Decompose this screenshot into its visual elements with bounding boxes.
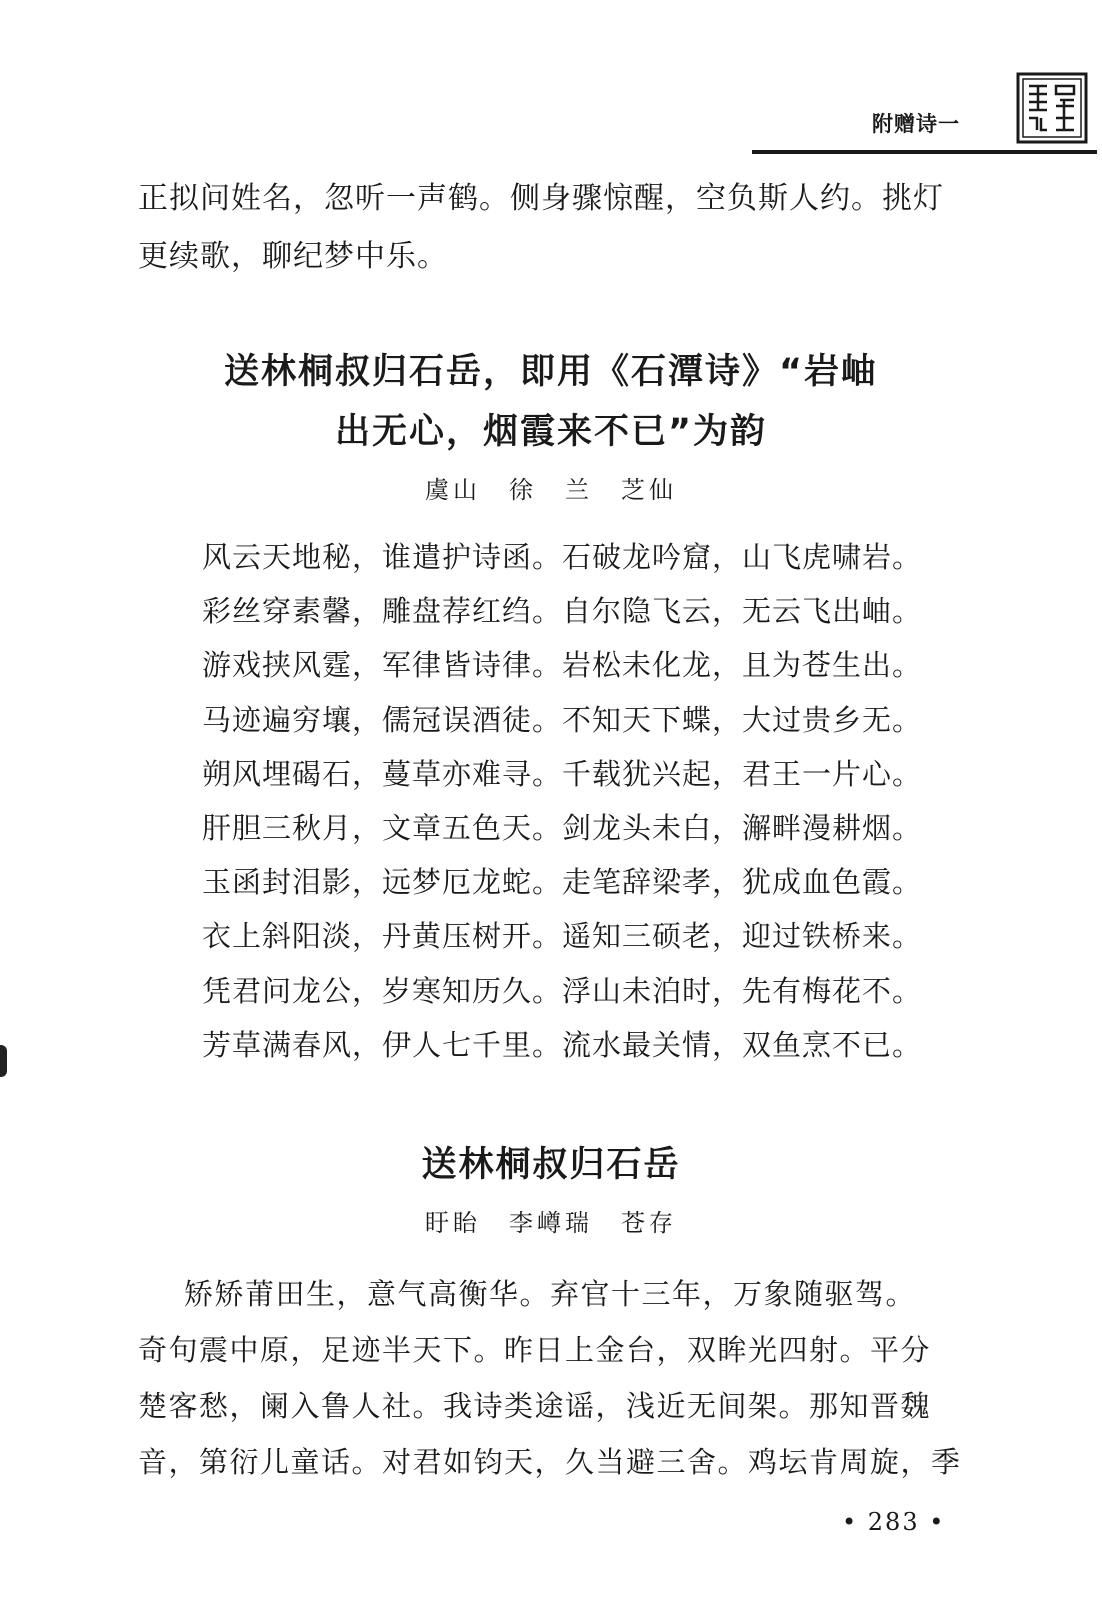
poem-line: 朔风埋碣石，蔓草亦难寻。千载犹兴起，君王一片心。	[202, 756, 923, 791]
poem-line: 奇句震中原，足迹半天下。昨日上金台，双眸光四射。平分	[138, 1333, 932, 1367]
intro-line: 更续歌，聊纪梦中乐。	[138, 239, 448, 274]
poem-line: 矫矫莆田生，意气高衡华。弃官十三年，万象随驱驾。	[184, 1277, 917, 1311]
intro-text	[138, 170, 988, 286]
poem1-body	[202, 530, 1002, 1072]
poem-line: 凭君问龙公，岁寒知历久。浮山未泊时，先有梅花不。	[202, 973, 923, 1008]
poem2-title: 送林桐叔归石岳	[421, 1145, 681, 1185]
author-style-name: 苍存	[621, 1209, 677, 1237]
poem-line: 楚客愁，阑入鲁人社。我诗类途谣，浅近无间架。那知晋魏	[138, 1389, 932, 1423]
header-rule	[752, 150, 1097, 154]
intro-line: 正拟问姓名，忽听一声鹤。侧身骤惊醒，空负斯人约。挑灯	[138, 181, 944, 216]
author-place: 虞山	[425, 476, 481, 504]
poem2-body	[138, 1266, 1018, 1490]
author-name: 徐 兰	[509, 476, 593, 504]
poem-line: 芳草满春风，伊人七千里。流水最关情，双鱼烹不已。	[202, 1027, 923, 1062]
header-section-label: 附赠诗一	[872, 112, 960, 136]
author-place: 盱眙	[425, 1209, 481, 1237]
poem2-author	[0, 1203, 1102, 1238]
poem1-title-line-1: 送林桐叔归石岳，即用《石潭诗》“岩岫	[223, 352, 878, 392]
poem-line: 马迹遍穷壤，儒冠误酒徒。不知天下蝶，大过贵乡无。	[202, 702, 923, 737]
poem-line: 衣上斜阳淡，丹黄压树开。遥知三硕老，迎过铁桥来。	[202, 919, 923, 954]
poem-line: 风云天地秘，谁遣护诗函。石破龙吟窟，山飞虎啸岩。	[202, 540, 923, 574]
poem-line: 彩丝穿素馨，雕盘荐红绉。自尔隐飞云，无云飞出岫。	[202, 594, 923, 629]
poem-line: 肝胆三秋月，文章五色天。剑龙头未白，澥畔漫耕烟。	[202, 811, 923, 846]
author-style-name: 芝仙	[621, 476, 677, 504]
page-number: • 283 •	[842, 1508, 946, 1536]
poem-line: 游戏挟风霆，军律皆诗律。岩松未化龙，且为苍生出。	[202, 648, 923, 683]
poem-line: 音，第衍儿童话。对君如钧天，久当避三舍。鸡坛肯周旋，季	[138, 1445, 962, 1479]
poem-line: 玉函封泪影，远梦厄龙蛇。走笔辞梁孝，犹成血色霞。	[202, 865, 923, 900]
binding-mark	[0, 1045, 7, 1077]
poem1-author	[0, 470, 1102, 505]
seal-stamp-icon	[1016, 72, 1088, 144]
author-name: 李嶟瑞	[509, 1209, 593, 1237]
poem1-title-line-2: 出无心，烟霞来不已”为韵	[334, 412, 767, 452]
